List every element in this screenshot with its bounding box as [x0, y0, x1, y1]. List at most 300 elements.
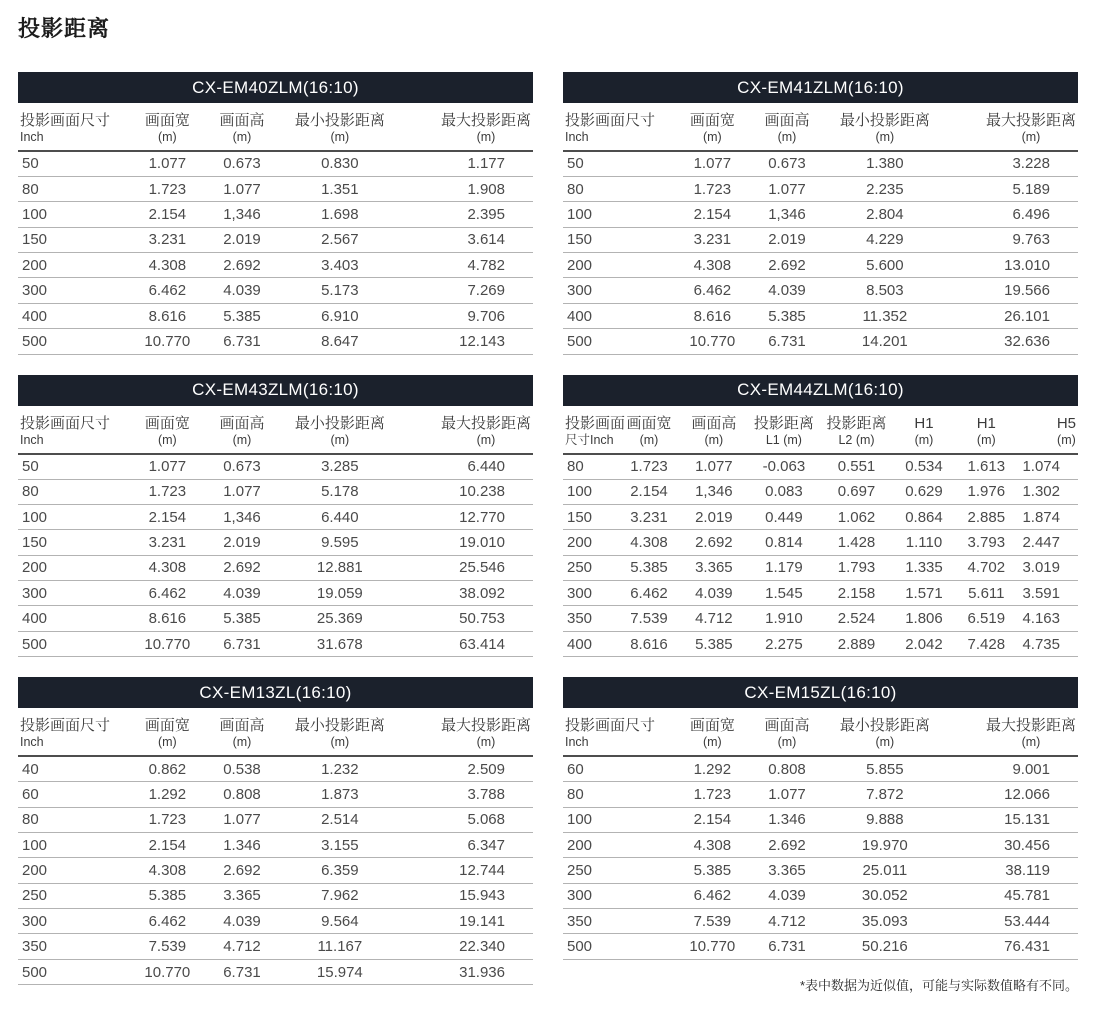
- table-row: [563, 278, 1078, 303]
- table-row: [18, 479, 533, 504]
- table-row: [563, 253, 1078, 278]
- header-row: [563, 103, 1078, 151]
- table-cell: 1.062: [820, 504, 893, 529]
- table-cell: 0.538: [209, 756, 276, 781]
- table-cell: 1.723: [126, 807, 208, 832]
- column-header: 画面高 (m): [754, 103, 821, 151]
- table-cell: 1.873: [275, 782, 404, 807]
- table-cell: 1.077: [754, 782, 821, 807]
- table-cell: 3.231: [126, 530, 208, 555]
- column-header: 画面宽 (m): [126, 406, 208, 454]
- table-cell: 4.039: [754, 883, 821, 908]
- table-cell: 0.808: [209, 782, 276, 807]
- table-cell: 1.545: [748, 581, 820, 606]
- column-header: 画面高 (m): [209, 708, 276, 756]
- table-row: [18, 278, 533, 303]
- table-cell: 200: [18, 253, 126, 278]
- table-cell: 300: [563, 581, 618, 606]
- column-header: 最大投影距离 (m): [404, 103, 533, 151]
- table-cell: 4.039: [209, 581, 276, 606]
- table-cell: 0.673: [209, 151, 276, 176]
- table-title-bar: CX-EM40ZLM(16:10): [18, 72, 533, 103]
- table-row: [18, 807, 533, 832]
- table-cell: 5.855: [820, 756, 949, 781]
- table-cell: 1.179: [748, 555, 820, 580]
- table-cell: 1.346: [754, 807, 821, 832]
- table-row: [18, 959, 533, 984]
- table-cell: 1.077: [126, 454, 208, 479]
- table-cell: 6.462: [618, 581, 680, 606]
- table-cell: 13.010: [949, 253, 1078, 278]
- table-row: [18, 909, 533, 934]
- table-cell: 4.308: [671, 253, 753, 278]
- table-cell: 1,346: [680, 479, 748, 504]
- table-cell: 1.793: [820, 555, 893, 580]
- table-row: [18, 756, 533, 781]
- header-row: [563, 708, 1078, 756]
- column-header: H1 (m): [893, 406, 955, 454]
- table-cell: 200: [18, 858, 126, 883]
- table-cell: 4.712: [680, 606, 748, 631]
- table-title-bar: CX-EM13ZL(16:10): [18, 677, 533, 708]
- column-header: 最小投影距离 (m): [275, 103, 404, 151]
- column-header: 投影画面尺寸 Inch: [563, 103, 671, 151]
- table-cell: 3.365: [209, 883, 276, 908]
- table-cell: 0.808: [754, 756, 821, 781]
- column-header: 画面宽 (m): [671, 103, 753, 151]
- table-cell: 6.462: [126, 909, 208, 934]
- table-row: [563, 606, 1078, 631]
- table-cell: 12.744: [404, 858, 533, 883]
- column-header: 投影画面尺寸 Inch: [18, 708, 126, 756]
- table-row: [18, 253, 533, 278]
- table-cell: 19.970: [820, 832, 949, 857]
- table-cell: 500: [18, 631, 126, 656]
- table-cell: 50: [563, 151, 671, 176]
- table-cell: 500: [563, 329, 671, 354]
- table-cell: 1.698: [275, 202, 404, 227]
- table-cell: 1.292: [671, 756, 753, 781]
- table-cell: 8.647: [275, 329, 404, 354]
- table-cell: 2.692: [209, 858, 276, 883]
- table-row: [18, 454, 533, 479]
- table-cell: 1.077: [209, 176, 276, 201]
- table-cell: 400: [563, 631, 618, 656]
- table-row: [18, 782, 533, 807]
- table-cell: 2.154: [126, 504, 208, 529]
- table-cell: 6.731: [209, 329, 276, 354]
- table-cell: 80: [563, 454, 618, 479]
- column-header: 投影画面尺寸 Inch: [18, 103, 126, 151]
- table-cell: 1.723: [671, 176, 753, 201]
- table-cell: 80: [563, 782, 671, 807]
- table-row: [563, 202, 1078, 227]
- table-cell: 12.770: [404, 504, 533, 529]
- table-cell: 3.155: [275, 832, 404, 857]
- table-cell: 3.231: [126, 227, 208, 252]
- table-cell: 0.864: [893, 504, 955, 529]
- table-cell: 50: [18, 151, 126, 176]
- table-row: [18, 530, 533, 555]
- table-cell: 38.092: [404, 581, 533, 606]
- table-cell: 38.119: [949, 858, 1078, 883]
- table-cell: 7.428: [955, 631, 1018, 656]
- table-title-bar: CX-EM44ZLM(16:10): [563, 375, 1078, 406]
- table-cell: 2.692: [209, 555, 276, 580]
- table-cell: 100: [18, 504, 126, 529]
- column-header: 画面宽 (m): [618, 406, 680, 454]
- table-cell: 6.462: [126, 278, 208, 303]
- table-cell: 6.462: [126, 581, 208, 606]
- table-cell: 0.449: [748, 504, 820, 529]
- table-cell: 6.910: [275, 303, 404, 328]
- table-cell: 5.385: [754, 303, 821, 328]
- table-block-cx-em41zlm: [563, 72, 1078, 355]
- table-cell: 1.571: [893, 581, 955, 606]
- table-cell: 350: [18, 934, 126, 959]
- table-cell: 2.885: [955, 504, 1018, 529]
- table-row: [18, 581, 533, 606]
- table-cell: 25.546: [404, 555, 533, 580]
- table-cell: 9.595: [275, 530, 404, 555]
- table-cell: 8.503: [820, 278, 949, 303]
- table-cell: 4.308: [618, 530, 680, 555]
- table-cell: 2.514: [275, 807, 404, 832]
- table-block-cx-em43zlm: [18, 375, 533, 658]
- table-cell: 15.974: [275, 959, 404, 984]
- table-cell: 2.524: [820, 606, 893, 631]
- table-cell: 12.881: [275, 555, 404, 580]
- table-cell: 1,346: [754, 202, 821, 227]
- table-cell: 7.269: [404, 278, 533, 303]
- tables-grid: [18, 72, 1078, 994]
- projection-distance-table: [18, 708, 533, 985]
- column-header: 最大投影距离 (m): [404, 406, 533, 454]
- table-row: [18, 883, 533, 908]
- table-cell: 400: [18, 606, 126, 631]
- table-cell: 300: [563, 278, 671, 303]
- table-cell: 4.782: [404, 253, 533, 278]
- table-cell: 4.163: [1018, 606, 1078, 631]
- table-block-cx-em13zl: [18, 677, 533, 985]
- table-cell: 200: [563, 832, 671, 857]
- table-cell: 0.697: [820, 479, 893, 504]
- table-cell: 300: [18, 909, 126, 934]
- table-cell: 6.440: [275, 504, 404, 529]
- table-cell: 100: [563, 807, 671, 832]
- table-cell: 19.566: [949, 278, 1078, 303]
- table-cell: 2.154: [671, 202, 753, 227]
- table-cell: 400: [563, 303, 671, 328]
- table-cell: 80: [18, 807, 126, 832]
- table-cell: 11.352: [820, 303, 949, 328]
- table-cell: 5.611: [955, 581, 1018, 606]
- table-cell: 3.365: [680, 555, 748, 580]
- table-row: [18, 329, 533, 354]
- table-row: [18, 504, 533, 529]
- table-cell: 0.673: [209, 454, 276, 479]
- table-cell: 35.093: [820, 909, 949, 934]
- table-row: [563, 756, 1078, 781]
- table-row: [18, 151, 533, 176]
- table-cell: 100: [18, 832, 126, 857]
- table-cell: 2.395: [404, 202, 533, 227]
- table-cell: 3.591: [1018, 581, 1078, 606]
- column-header: 最小投影距离 (m): [275, 708, 404, 756]
- table-cell: 7.962: [275, 883, 404, 908]
- table-row: [563, 227, 1078, 252]
- table-cell: 8.616: [126, 303, 208, 328]
- table-cell: 0.673: [754, 151, 821, 176]
- table-cell: 30.052: [820, 883, 949, 908]
- table-row: [563, 504, 1078, 529]
- table-cell: 1.077: [209, 479, 276, 504]
- column-header: 画面高 (m): [209, 406, 276, 454]
- table-row: [563, 807, 1078, 832]
- table-cell: 2.804: [820, 202, 949, 227]
- table-cell: 6.462: [671, 278, 753, 303]
- column-header: 画面宽 (m): [126, 708, 208, 756]
- table-cell: -0.063: [748, 454, 820, 479]
- table-cell: 6.496: [949, 202, 1078, 227]
- table-cell: 5.385: [680, 631, 748, 656]
- table-cell: 26.101: [949, 303, 1078, 328]
- table-cell: 31.936: [404, 959, 533, 984]
- table-row: [18, 176, 533, 201]
- table-cell: 0.551: [820, 454, 893, 479]
- table-cell: 1.908: [404, 176, 533, 201]
- table-block-cx-em44zlm: [563, 375, 1078, 658]
- table-cell: 3.365: [754, 858, 821, 883]
- column-header: 最小投影距离 (m): [275, 406, 404, 454]
- table-cell: 3.285: [275, 454, 404, 479]
- table-cell: 2.154: [671, 807, 753, 832]
- table-cell: 1.110: [893, 530, 955, 555]
- table-cell: 80: [18, 176, 126, 201]
- column-header: 最小投影距离 (m): [820, 708, 949, 756]
- table-cell: 1.335: [893, 555, 955, 580]
- table-cell: 5.385: [209, 303, 276, 328]
- table-cell: 250: [18, 883, 126, 908]
- column-header: 投影画面尺寸 Inch: [18, 406, 126, 454]
- table-cell: 300: [18, 581, 126, 606]
- table-cell: 60: [18, 782, 126, 807]
- table-cell: 50: [18, 454, 126, 479]
- table-row: [18, 858, 533, 883]
- projection-distance-table: [563, 103, 1078, 355]
- projection-distance-table: [18, 406, 533, 658]
- table-cell: 250: [563, 858, 671, 883]
- table-cell: 1.874: [1018, 504, 1078, 529]
- column-header: 画面高 (m): [680, 406, 748, 454]
- table-cell: 19.010: [404, 530, 533, 555]
- table-row: [563, 858, 1078, 883]
- table-cell: 9.888: [820, 807, 949, 832]
- table-cell: 4.039: [754, 278, 821, 303]
- table-cell: 500: [18, 959, 126, 984]
- table-cell: 300: [18, 278, 126, 303]
- table-cell: 150: [18, 530, 126, 555]
- table-cell: 150: [563, 504, 618, 529]
- table-cell: 1.074: [1018, 454, 1078, 479]
- table-cell: 2.275: [748, 631, 820, 656]
- table-cell: 0.814: [748, 530, 820, 555]
- table-cell: 4.712: [209, 934, 276, 959]
- table-cell: 5.600: [820, 253, 949, 278]
- table-cell: 400: [18, 303, 126, 328]
- table-cell: 4.308: [671, 832, 753, 857]
- table-cell: 3.231: [618, 504, 680, 529]
- table-cell: 4.308: [126, 555, 208, 580]
- table-cell: 1.723: [671, 782, 753, 807]
- table-row: [563, 832, 1078, 857]
- table-cell: 4.735: [1018, 631, 1078, 656]
- table-cell: 1,346: [209, 504, 276, 529]
- table-title-bar: CX-EM41ZLM(16:10): [563, 72, 1078, 103]
- table-cell: 6.440: [404, 454, 533, 479]
- table-cell: 9.706: [404, 303, 533, 328]
- table-row: [563, 883, 1078, 908]
- table-cell: 2.447: [1018, 530, 1078, 555]
- table-cell: 2.019: [680, 504, 748, 529]
- table-row: [563, 479, 1078, 504]
- column-header: H5 (m): [1018, 406, 1078, 454]
- table-cell: 0.534: [893, 454, 955, 479]
- column-header: 最大投影距离 (m): [949, 103, 1078, 151]
- table-block-cx-em40zlm: [18, 72, 533, 355]
- table-cell: 5.178: [275, 479, 404, 504]
- table-cell: 76.431: [949, 934, 1078, 959]
- table-cell: 3.793: [955, 530, 1018, 555]
- table-cell: 1.302: [1018, 479, 1078, 504]
- table-cell: 6.731: [209, 631, 276, 656]
- table-cell: 3.788: [404, 782, 533, 807]
- table-cell: 10.770: [671, 934, 753, 959]
- projection-distance-table: [18, 103, 533, 355]
- table-cell: 0.830: [275, 151, 404, 176]
- table-cell: 3.019: [1018, 555, 1078, 580]
- table-row: [563, 581, 1078, 606]
- column-header: 画面高 (m): [209, 103, 276, 151]
- table-row: [18, 227, 533, 252]
- table-cell: 32.636: [949, 329, 1078, 354]
- table-row: [563, 176, 1078, 201]
- column-header: 画面高 (m): [754, 708, 821, 756]
- table-row: [563, 934, 1078, 959]
- table-cell: 15.131: [949, 807, 1078, 832]
- table-cell: 6.731: [209, 959, 276, 984]
- table-cell: 1.346: [209, 832, 276, 857]
- table-row: [18, 202, 533, 227]
- table-cell: 1.177: [404, 151, 533, 176]
- table-cell: 2.509: [404, 756, 533, 781]
- table-cell: 4.712: [754, 909, 821, 934]
- projection-distance-table: [563, 406, 1078, 658]
- table-cell: 1.077: [680, 454, 748, 479]
- table-cell: 63.414: [404, 631, 533, 656]
- table-cell: 6.359: [275, 858, 404, 883]
- header-row: [563, 406, 1078, 454]
- table-row: [563, 454, 1078, 479]
- table-cell: 4.039: [209, 278, 276, 303]
- table-cell: 1.292: [126, 782, 208, 807]
- table-row: [563, 909, 1078, 934]
- table-cell: 1.380: [820, 151, 949, 176]
- table-cell: 1.723: [618, 454, 680, 479]
- column-header: 投影画面尺寸 Inch: [563, 708, 671, 756]
- table-cell: 1.910: [748, 606, 820, 631]
- table-cell: 1.077: [209, 807, 276, 832]
- table-cell: 60: [563, 756, 671, 781]
- table-block-cx-em15zl: [563, 677, 1078, 960]
- table-cell: 1.806: [893, 606, 955, 631]
- table-cell: 1.077: [754, 176, 821, 201]
- table-cell: 2.889: [820, 631, 893, 656]
- table-cell: 100: [563, 202, 671, 227]
- table-cell: 22.340: [404, 934, 533, 959]
- table-cell: 350: [563, 606, 618, 631]
- table-cell: 100: [18, 202, 126, 227]
- column-header: 投影距离 L2 (m): [820, 406, 893, 454]
- table-cell: 10.770: [126, 329, 208, 354]
- table-cell: 1.428: [820, 530, 893, 555]
- table-cell: 8.616: [671, 303, 753, 328]
- table-cell: 150: [18, 227, 126, 252]
- header-row: [18, 708, 533, 756]
- table-cell: 25.369: [275, 606, 404, 631]
- table-cell: 2.019: [754, 227, 821, 252]
- table-cell: 9.564: [275, 909, 404, 934]
- table-cell: 8.616: [126, 606, 208, 631]
- table-cell: 50.216: [820, 934, 949, 959]
- table-cell: 1.351: [275, 176, 404, 201]
- table-cell: 30.456: [949, 832, 1078, 857]
- column-header: 最大投影距离 (m): [404, 708, 533, 756]
- table-cell: 1.976: [955, 479, 1018, 504]
- table-cell: 200: [18, 555, 126, 580]
- table-row: [563, 782, 1078, 807]
- table-cell: 200: [563, 253, 671, 278]
- table-cell: 45.781: [949, 883, 1078, 908]
- table-row: [563, 303, 1078, 328]
- table-row: [18, 606, 533, 631]
- table-cell: 1.232: [275, 756, 404, 781]
- table-cell: 40: [18, 756, 126, 781]
- table-cell: 4.039: [680, 581, 748, 606]
- table-cell: 0.083: [748, 479, 820, 504]
- table-row: [18, 934, 533, 959]
- table-cell: 9.001: [949, 756, 1078, 781]
- table-cell: 2.158: [820, 581, 893, 606]
- approximation-footnote: *表中数据为近似值，可能与实际数值略有不同。: [799, 977, 1078, 993]
- table-cell: 5.068: [404, 807, 533, 832]
- table-cell: 2.154: [618, 479, 680, 504]
- table-cell: 2.692: [209, 253, 276, 278]
- table-cell: 500: [18, 329, 126, 354]
- header-row: [18, 406, 533, 454]
- table-cell: 11.167: [275, 934, 404, 959]
- table-cell: 5.385: [671, 858, 753, 883]
- table-cell: 7.872: [820, 782, 949, 807]
- table-cell: 10.770: [126, 959, 208, 984]
- table-row: [18, 555, 533, 580]
- table-cell: 3.231: [671, 227, 753, 252]
- table-cell: 3.228: [949, 151, 1078, 176]
- table-cell: 5.173: [275, 278, 404, 303]
- table-row: [18, 832, 533, 857]
- table-cell: 4.308: [126, 253, 208, 278]
- table-cell: 6.347: [404, 832, 533, 857]
